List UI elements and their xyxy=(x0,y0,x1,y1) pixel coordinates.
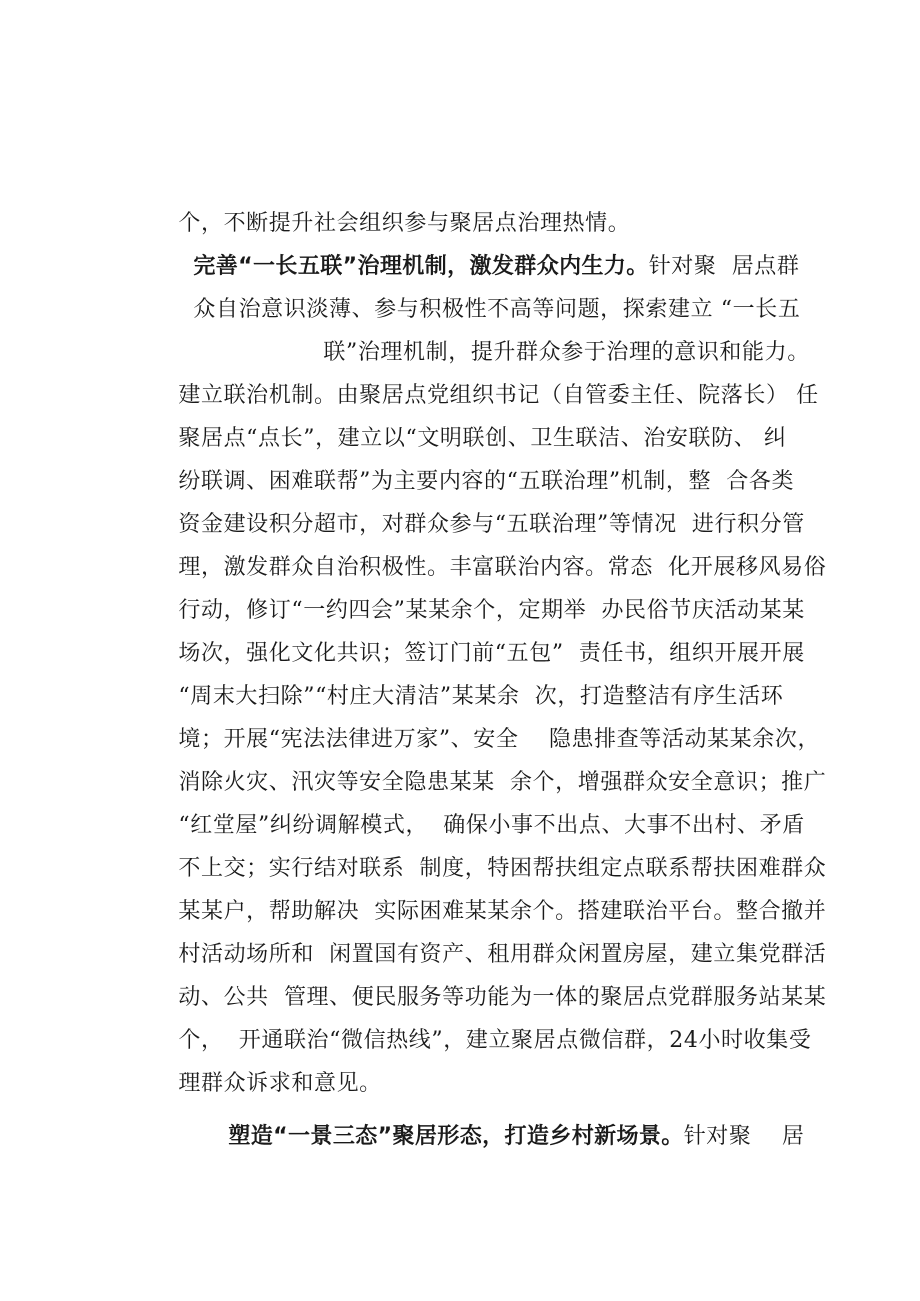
line-text: 不上交；实行结对联系 制度，特困帮扶组定点联系帮扶困难群众 xyxy=(178,856,827,881)
line-text: “红堂屋”纠纷调解模式， 确保小事不出点、大事不出村、矛盾 xyxy=(178,813,805,838)
line-text: 某某户，帮助解决 实际困难某某余个。搭建联治平台。整合撤并 xyxy=(178,899,827,924)
section-heading: 塑造“一景三态”聚居形态，打造乡村新场景。 xyxy=(228,1124,684,1149)
line-text: 建立联治机制。由聚居点党组织书记（自管委主任、院落长） 任 xyxy=(178,383,819,408)
text-line-19 xyxy=(0,932,920,1010)
text-line-15 xyxy=(0,760,920,838)
line-text: 纷联调、困难联帮”为主要内容的“五联治理”机制，整 合各类 xyxy=(178,469,795,494)
line-text: 村活动场所和 闲置国有资产、租用群众闲置房屋，建立集党群活 xyxy=(178,942,827,967)
line-text: “周末大扫除”“村庄大清洁”某某余 次，打造整洁有序生活环 xyxy=(178,684,784,709)
text-line-6 xyxy=(0,373,920,451)
line-text: 联”治理机制，提升群众参于治理的意识和能力。 xyxy=(323,340,810,365)
text-line-14 xyxy=(0,717,920,795)
text-line-20 xyxy=(0,975,920,1053)
line-text: 针对聚 居 xyxy=(683,1124,805,1149)
line-text: 境；开展“宪法法律进万家”、安全 隐患排查等活动某某余次， xyxy=(178,727,821,752)
text-line-3 xyxy=(0,244,920,322)
line-text: 聚居点“点长”，建立以“文明联创、卫生联洁、治安联防、 纠 xyxy=(178,426,787,451)
line-text: 针对聚 居点群 xyxy=(648,254,800,279)
text-line-4 xyxy=(0,287,920,365)
heading-line-2 xyxy=(0,1071,920,1149)
heading-line-1 xyxy=(0,201,920,279)
line-text: 理群众诉求和意见。 xyxy=(178,1071,382,1096)
text-line-12 xyxy=(0,631,920,709)
text-line-7 xyxy=(0,416,920,494)
line-text: 动、公共 管理、便民服务等功能为一体的聚居点党群服务站某某 xyxy=(178,985,827,1010)
text-line-5 xyxy=(0,330,920,408)
line-text: 行动，修订“一约四会”某某余个，定期举 办民俗节庆活动某某 xyxy=(178,598,805,623)
line-text: 场次，强化文化共识；签订门前“五包” 责任书，组织开展开展 xyxy=(178,641,805,666)
line-text: 众自治意识淡薄、参与积极性不高等问题，探索建立 “一长五 xyxy=(193,297,801,322)
text-line-8 xyxy=(0,459,920,537)
line-text: 资金建设积分超市，对群众参与“五联治理”等情况 进行积分管 xyxy=(178,512,805,537)
line-text: 理，激发群众自治积极性。丰富联治内容。常态 化开展移风易俗 xyxy=(178,555,827,580)
text-line-18 xyxy=(0,889,920,967)
line-text: 个，不断提升社会组织参与聚居点治理热情。 xyxy=(178,211,631,236)
text-line-13 xyxy=(0,674,920,752)
line-text: 消除火灾、汛灾等安全隐患某某 余个，增强群众安全意识；推广 xyxy=(178,770,827,795)
text-line-16 xyxy=(0,803,920,881)
text-line-9 xyxy=(0,502,920,580)
text-line-11 xyxy=(0,588,920,666)
text-line-1 xyxy=(0,158,920,236)
line-text: 个， 开通联治“微信热线”，建立聚居点微信群，24小时收集受 xyxy=(178,1028,812,1053)
text-line-10 xyxy=(0,545,920,623)
section-heading: 完善“一长五联”治理机制，激发群众内生力。 xyxy=(193,254,649,279)
text-line-17 xyxy=(0,846,920,924)
text-line-21 xyxy=(0,1018,920,1096)
